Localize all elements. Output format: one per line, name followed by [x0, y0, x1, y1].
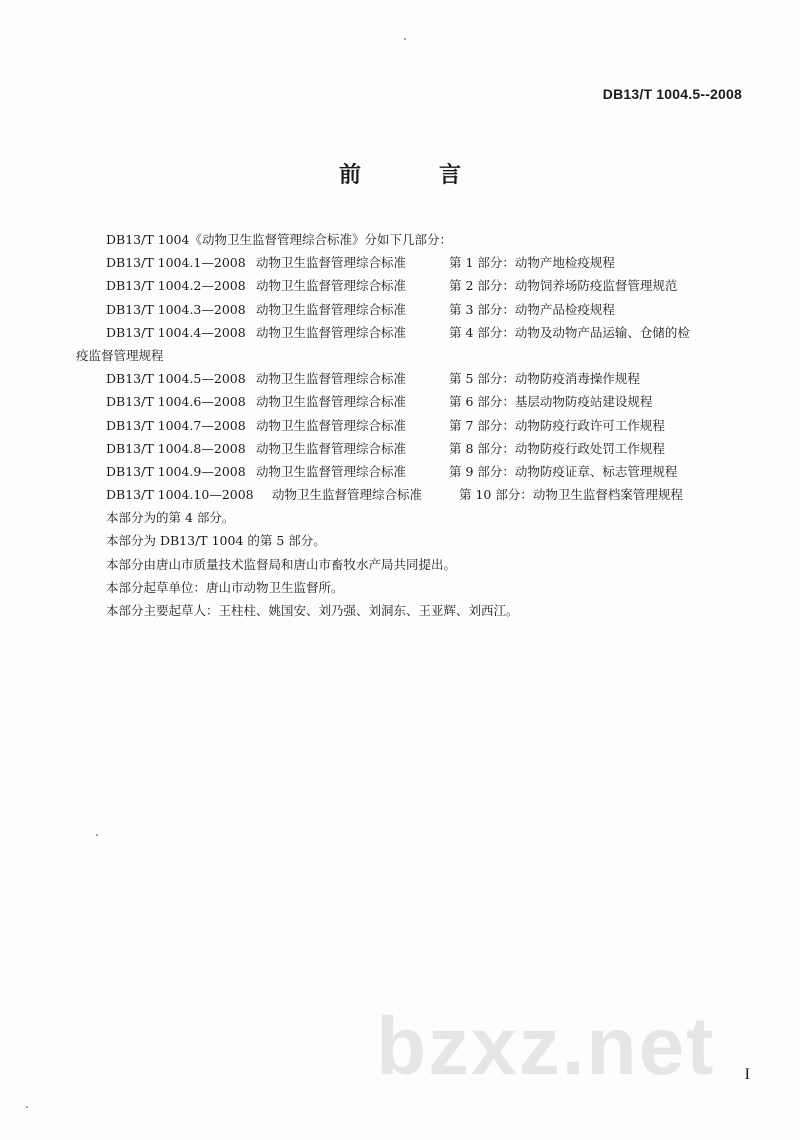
part-code: DB13/T 1004.2—2008 — [106, 278, 246, 294]
page-number: I — [744, 1066, 750, 1083]
part-code: DB13/T 1004.10—2008 — [106, 487, 254, 503]
part-code: DB13/T 1004.6—2008 — [106, 394, 246, 410]
part-title: 第 3 部分：动物产品检疫规程 — [449, 301, 615, 317]
part-standard-name: 动物卫生监督管理综合标准 — [256, 278, 407, 294]
part-standard-name: 动物卫生监督管理综合标准 — [272, 487, 423, 503]
part-row-5 — [76, 367, 756, 390]
part-row-4-continuation: 疫监督管理规程 — [76, 347, 164, 363]
part-standard-name: 动物卫生监督管理综合标准 — [256, 417, 407, 433]
part-title: 第 7 部分：动物防疫行政许可工作规程 — [449, 417, 665, 433]
scan-speck — [26, 1106, 28, 1108]
part-row-4 — [76, 321, 756, 344]
part-title: 第 1 部分：动物产地检疫规程 — [449, 255, 615, 271]
part-standard-name: 动物卫生监督管理综合标准 — [256, 324, 407, 340]
note-line-2: 本部分为 DB13/T 1004 的第 5 部分。 — [106, 533, 326, 549]
part-code: DB13/T 1004.8—2008 — [106, 440, 246, 456]
part-row-9 — [76, 460, 756, 483]
part-title: 第 5 部分：动物防疫消毒操作规程 — [449, 371, 640, 387]
watermark: bzxz.net — [376, 1001, 716, 1092]
scan-speck — [96, 834, 98, 836]
note-line-4: 本部分起草单位：唐山市动物卫生监督所。 — [106, 579, 344, 595]
part-standard-name: 动物卫生监督管理综合标准 — [256, 440, 407, 456]
part-title: 第 2 部分：动物饲养场防疫监督管理规范 — [449, 278, 678, 294]
part-title: 第 9 部分：动物防疫证章、标志管理规程 — [449, 463, 678, 479]
part-row-6 — [76, 390, 756, 413]
part-row-1 — [76, 251, 756, 274]
part-code: DB13/T 1004.5—2008 — [106, 371, 246, 387]
part-standard-name: 动物卫生监督管理综合标准 — [256, 394, 407, 410]
part-standard-name: 动物卫生监督管理综合标准 — [256, 255, 407, 271]
part-code: DB13/T 1004.3—2008 — [106, 301, 246, 317]
note-line-5: 本部分主要起草人：王柱柱、姚国安、刘乃强、刘洞东、王亚辉、刘西江。 — [106, 603, 519, 618]
foreword-body — [76, 228, 756, 622]
part-title: 第 10 部分：动物卫生监督档案管理规程 — [459, 487, 683, 503]
part-row-7 — [76, 414, 756, 437]
note-line-1: 本部分为的第 4 部分。 — [106, 510, 235, 526]
part-standard-name: 动物卫生监督管理综合标准 — [256, 301, 407, 317]
part-title: 第 4 部分：动物及动物产品运输、仓储的检 — [449, 324, 690, 340]
part-code: DB13/T 1004.7—2008 — [106, 417, 246, 433]
part-row-8 — [76, 437, 756, 460]
part-code: DB13/T 1004.4—2008 — [106, 324, 246, 340]
part-title: 第 6 部分：基层动物防疫站建设规程 — [449, 394, 653, 410]
part-title: 第 8 部分：动物防疫行政处罚工作规程 — [449, 440, 665, 456]
intro-line: DB13/T 1004《动物卫生监督管理综合标准》分如下几部分： — [106, 232, 452, 247]
part-row-10 — [76, 483, 756, 506]
part-code: DB13/T 1004.9—2008 — [106, 463, 246, 479]
note-line-3: 本部分由唐山市质量技术监督局和唐山市畜牧水产局共同提出。 — [106, 556, 457, 572]
part-code: DB13/T 1004.1—2008 — [106, 255, 246, 271]
part-standard-name: 动物卫生监督管理综合标准 — [256, 463, 407, 479]
part-row-2 — [76, 274, 756, 297]
page-title: 前 言 — [338, 163, 489, 188]
standard-code: DB13/T 1004.5--2008 — [602, 86, 742, 102]
part-row-3 — [76, 298, 756, 321]
part-standard-name: 动物卫生监督管理综合标准 — [256, 371, 407, 387]
scan-speck — [404, 38, 406, 40]
